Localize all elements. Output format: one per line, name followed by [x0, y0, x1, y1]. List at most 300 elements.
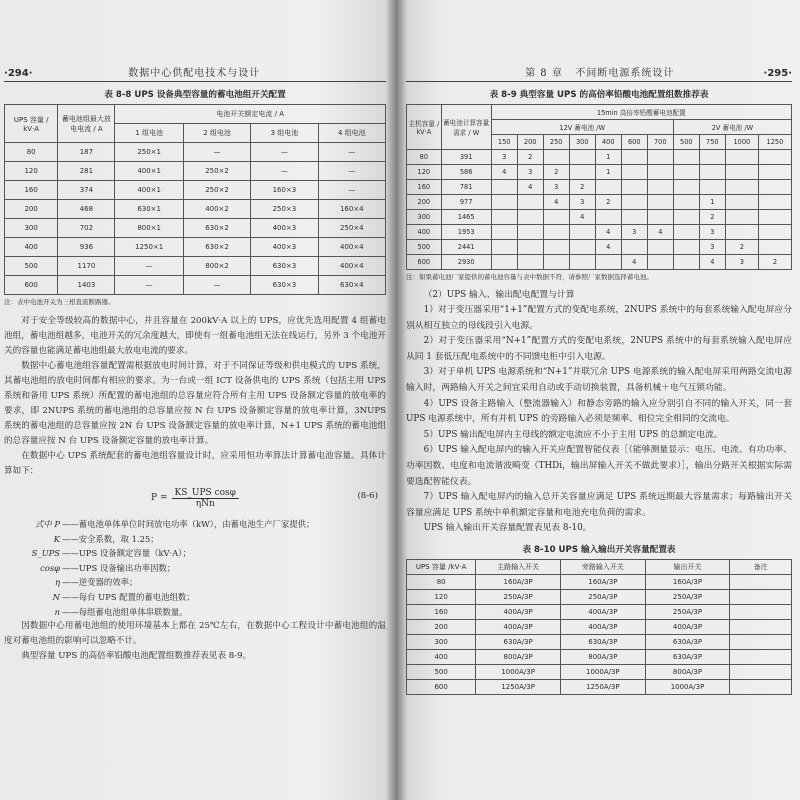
- formula-numerator: KS_UPS cosφ: [172, 488, 239, 499]
- symbol-description: ——安全系数，取 1.25；: [62, 533, 159, 544]
- table-cell: 781: [441, 180, 491, 195]
- table-cell: 800A/3P: [476, 649, 561, 664]
- table-row: [407, 165, 792, 180]
- table-cell: [758, 180, 791, 195]
- table-cell: 400: [407, 225, 442, 240]
- table-cell: [491, 240, 517, 255]
- table-cell: [517, 225, 543, 240]
- table-cell: 1: [595, 165, 621, 180]
- table-cell: [543, 150, 569, 165]
- table-cell: 2: [725, 240, 758, 255]
- table-cell: 1: [699, 195, 725, 210]
- symbol-term: S_UPS: [31, 548, 60, 559]
- table-cell: [517, 255, 543, 270]
- table-cell: [517, 210, 543, 225]
- table-cell: [647, 210, 673, 225]
- col-battery-150: 150: [491, 135, 517, 150]
- table-8-9: [406, 104, 792, 270]
- table-cell: 80: [407, 574, 476, 589]
- table-cell: —: [115, 276, 183, 295]
- table-cell: 250A/3P: [476, 589, 561, 604]
- chapter-label: 第 8 章: [525, 68, 563, 79]
- col-battery-1000: 1000: [725, 135, 758, 150]
- table-cell: 281: [58, 162, 115, 181]
- table-cell: 3: [699, 240, 725, 255]
- table-cell: [543, 240, 569, 255]
- table-cell: 250×2: [183, 181, 250, 200]
- table-cell: [725, 195, 758, 210]
- list-item: 3）对于单机 UPS 电源系统和“N+1”并联冗余 UPS 电源系统的输入配电屏采用两路交流电源输入时，两路输入开关之间宜采用自动或手动切换装置，具备机械＋电气互锁功能。: [406, 367, 792, 393]
- table-cell: [673, 150, 699, 165]
- table-cell: 586: [441, 165, 491, 180]
- table-cell: 200: [407, 195, 442, 210]
- table-cell: 4: [595, 240, 621, 255]
- table-cell: 3: [517, 165, 543, 180]
- table-cell: [621, 195, 647, 210]
- table-8-10: [406, 559, 792, 695]
- col-battery-500: 500: [673, 135, 699, 150]
- table-cell: 250×2: [183, 162, 250, 181]
- table-cell: 300: [407, 210, 442, 225]
- table-row: [5, 162, 386, 181]
- list-item: 2）对于变压器采用“N+1”配置方式的变配电系统，2NUPS 系统中的每套系统输入配电屏应从同 1 套低压配电系统中的不同馈电柜中引入电源。: [406, 336, 792, 362]
- table-cell: 1: [595, 150, 621, 165]
- table-cell: —: [251, 162, 318, 181]
- table-cell: 2: [595, 195, 621, 210]
- table-cell: 160: [407, 604, 476, 619]
- table-row: [407, 664, 792, 679]
- symbol-term: N: [52, 591, 60, 602]
- table-cell: [491, 210, 517, 225]
- table-cell: [621, 150, 647, 165]
- table-cell: 160A/3P: [645, 574, 730, 589]
- table-cell: [491, 225, 517, 240]
- table-cell: [621, 210, 647, 225]
- symbol-term: K: [53, 533, 60, 544]
- table-cell: 800×2: [183, 257, 250, 276]
- table-cell: 250A/3P: [560, 589, 645, 604]
- table-header-row: [407, 559, 792, 574]
- table-cell: 4: [699, 255, 725, 270]
- table-cell: [730, 649, 792, 664]
- table-8-8-note: 注：表中电池开关为三相直流断路器。: [4, 298, 115, 306]
- table-cell: [673, 225, 699, 240]
- table-row: [5, 276, 386, 295]
- col-header: 主路输入开关: [476, 559, 561, 574]
- table-cell: 4: [647, 225, 673, 240]
- table-cell: [569, 165, 595, 180]
- table-cell: [647, 195, 673, 210]
- table-cell: 2930: [441, 255, 491, 270]
- table-cell: 300: [5, 219, 58, 238]
- table-cell: [621, 165, 647, 180]
- symbol-definition: [4, 575, 386, 590]
- table-row: [5, 143, 386, 162]
- table-cell: 2: [758, 255, 791, 270]
- table-cell: 3: [621, 225, 647, 240]
- formula-fraction: [172, 488, 239, 509]
- table-cell: —: [183, 276, 250, 295]
- table-cell: 600: [5, 276, 58, 295]
- table-cell: [491, 255, 517, 270]
- right-page-number: ·295·: [763, 68, 792, 79]
- table-cell: [699, 165, 725, 180]
- table-row: [407, 649, 792, 664]
- col-battery-group-1: 1 组电池: [115, 124, 183, 143]
- symbol-definition: [4, 517, 386, 532]
- table-cell: 630×4: [318, 276, 385, 295]
- table-cell: [595, 255, 621, 270]
- table-cell: 80: [407, 150, 442, 165]
- table-cell: 160A/3P: [476, 574, 561, 589]
- table-cell: [699, 150, 725, 165]
- table-cell: 500: [5, 257, 58, 276]
- table-cell: 630A/3P: [560, 634, 645, 649]
- col-header: UPS 容量 /kV·A: [407, 559, 476, 574]
- table-cell: 400×1: [115, 162, 183, 181]
- col-header: 备注: [730, 559, 792, 574]
- symbol-description: ——UPS 设备输出功率因数；: [62, 562, 176, 573]
- table-row: [407, 619, 792, 634]
- table-cell: [647, 165, 673, 180]
- left-page: [0, 0, 396, 800]
- table-8-8-caption: 表 8-8 UPS 设备典型容量的蓄电池组开关配置: [104, 90, 286, 100]
- table-cell: 702: [58, 219, 115, 238]
- table-cell: 630A/3P: [645, 649, 730, 664]
- table-row: [5, 200, 386, 219]
- table-cell: [730, 619, 792, 634]
- table-row: [5, 238, 386, 257]
- table-cell: 160×3: [251, 181, 318, 200]
- table-cell: 1000A/3P: [645, 679, 730, 694]
- right-running-head: [406, 64, 792, 82]
- section-heading: （2）UPS 输入、输出配电配置与计算: [423, 290, 575, 300]
- table-cell: [758, 195, 791, 210]
- table-cell: 4: [491, 165, 517, 180]
- table-cell: [621, 240, 647, 255]
- table-cell: 400×4: [318, 238, 385, 257]
- table-cell: [725, 165, 758, 180]
- table-cell: 2441: [441, 240, 491, 255]
- book-title: 数据中心供配电技术与设计: [128, 68, 261, 79]
- table-cell: 160×4: [318, 200, 385, 219]
- col-header: 输出开关: [645, 559, 730, 574]
- table-cell: 936: [58, 238, 115, 257]
- left-page-number-value: 294: [7, 68, 29, 79]
- col-battery-1250: 1250: [758, 135, 791, 150]
- table-cell: 630A/3P: [645, 634, 730, 649]
- table-cell: 630A/3P: [476, 634, 561, 649]
- formula-lhs: P =: [151, 493, 168, 503]
- table-cell: 630×1: [115, 200, 183, 219]
- table-cell: 3: [543, 180, 569, 195]
- table-cell: [758, 165, 791, 180]
- symbol-definition: [4, 561, 386, 576]
- table-cell: 1403: [58, 276, 115, 295]
- table-cell: 1465: [441, 210, 491, 225]
- table-8-10-caption: 表 8-10 UPS 输入输出开关容量配置表: [522, 544, 676, 555]
- table-cell: [595, 180, 621, 195]
- table-row: [5, 219, 386, 238]
- table-cell: 400: [5, 238, 58, 257]
- table-cell: 3: [569, 195, 595, 210]
- table-cell: 630×3: [251, 276, 318, 295]
- symbol-definitions: [4, 517, 386, 619]
- item-list: [406, 303, 792, 521]
- table-cell: 4: [569, 210, 595, 225]
- table-cell: —: [183, 143, 250, 162]
- table-row: [407, 150, 792, 165]
- table-cell: 400: [407, 649, 476, 664]
- table-row: [407, 240, 792, 255]
- col-header: 旁路输入开关: [560, 559, 645, 574]
- list-item: 7）UPS 输入配电屏内的输入总开关容量应满足 UPS 系统远期最大容量需求；每路输出开关容量应满足 UPS 系统中单机额定容量和电池充电负荷的需求。: [406, 492, 792, 518]
- symbol-term: cosφ: [40, 562, 60, 573]
- table-cell: [730, 679, 792, 694]
- right-page-content: [406, 64, 792, 695]
- table-cell: 2: [699, 210, 725, 225]
- table-cell: [725, 180, 758, 195]
- col-battery-300: 300: [569, 135, 595, 150]
- table-cell: [517, 240, 543, 255]
- left-running-head: [4, 64, 386, 82]
- table-cell: 80: [5, 143, 58, 162]
- table-cell: 160: [407, 180, 442, 195]
- formula-denominator: ηNn: [195, 498, 215, 509]
- list-item: 1）对于变压器采用“1+1”配置方式的变配电系统，2NUPS 系统中的每套系统输入配电屏应分别从相互独立的母线段引入电源。: [406, 305, 792, 331]
- table-cell: 800A/3P: [560, 649, 645, 664]
- table-cell: [543, 255, 569, 270]
- table-cell: 3: [491, 150, 517, 165]
- col-battery-750: 750: [699, 135, 725, 150]
- col-ups-capacity: UPS 容量 / kV·A: [5, 105, 58, 143]
- table-cell: 630×2: [183, 238, 250, 257]
- table-row: [5, 257, 386, 276]
- table-row: [5, 181, 386, 200]
- table-cell: 500: [407, 664, 476, 679]
- table-row: [407, 180, 792, 195]
- symbol-definition: [4, 605, 386, 620]
- table-cell: [673, 195, 699, 210]
- symbol-term: η: [54, 577, 60, 588]
- table-cell: 2: [543, 165, 569, 180]
- table-cell: [673, 210, 699, 225]
- col-battery-600: 600: [621, 135, 647, 150]
- col-battery-400: 400: [595, 135, 621, 150]
- paragraph-3: 在数据中心 UPS 系统配套的蓄电池组容量设计时，应采用恒功率算法计算蓄电池容量。具体计算如下：: [4, 451, 386, 476]
- table-cell: 187: [58, 143, 115, 162]
- table-row: [407, 210, 792, 225]
- table-cell: 468: [58, 200, 115, 219]
- table-cell: 400A/3P: [560, 604, 645, 619]
- table-cell: 200: [407, 619, 476, 634]
- table-cell: 1250×1: [115, 238, 183, 257]
- table-cell: 4: [517, 180, 543, 195]
- table-cell: 630×2: [183, 219, 250, 238]
- table-cell: 4: [543, 195, 569, 210]
- table-cell: [725, 225, 758, 240]
- table-cell: 630×3: [251, 257, 318, 276]
- symbol-description: ——UPS 设备额定容量（kV·A）；: [62, 548, 191, 559]
- left-page-content: [4, 64, 386, 664]
- table-cell: [569, 225, 595, 240]
- table-cell: [758, 240, 791, 255]
- table-cell: 977: [441, 195, 491, 210]
- table-cell: [647, 240, 673, 255]
- table-row: [407, 255, 792, 270]
- symbol-definition: [4, 546, 386, 561]
- table-cell: 1953: [441, 225, 491, 240]
- table-cell: 200: [5, 200, 58, 219]
- table-cell: [595, 210, 621, 225]
- table-cell: 250×1: [115, 143, 183, 162]
- table-row: [407, 604, 792, 619]
- col-12v-battery: 12V 蓄电池 /W: [491, 120, 673, 135]
- table-cell: 1250A/3P: [560, 679, 645, 694]
- list-item: 6）UPS 输入配电屏内的输入开关应配置智能仪表［（能够测量显示：电压、电流、有功功率、功率因数、电度和电流谐波畸变（THDi，输出屏输入开关不做此要求）］，输出分路开关根据实际需要选配智能仪表。: [406, 445, 792, 487]
- table-cell: 400×3: [251, 238, 318, 257]
- table-cell: 400A/3P: [476, 604, 561, 619]
- table-row: [407, 574, 792, 589]
- table-cell: [569, 255, 595, 270]
- symbol-definition: [4, 590, 386, 605]
- table-cell: 374: [58, 181, 115, 200]
- formula-number: (8-6): [357, 491, 378, 501]
- table-cell: [758, 150, 791, 165]
- left-page-number: ·294·: [4, 68, 33, 79]
- table-cell: [543, 225, 569, 240]
- table-cell: 800A/3P: [645, 664, 730, 679]
- table-cell: [647, 150, 673, 165]
- paragraph-2: 数据中心蓄电池组容量配置需根据放电时间计算，对于不同保证等级和供电模式的 UPS 系统，其蓄电池组的放电时间都有相应的要求。为一台或一组 ICT 设备供电的 UPS 系统（包括主用 UPS 系统和备用 UPS 系统）所配置的蓄电池组的总容量应符合所有主用 UPS 设备额定容量的放电率的要求，即 2NUPS 系统的蓄电池组的总容量应按 N 台 UPS 设备额定容量的放电率计算，3NUPS 系统的蓄电池组的总容量应按 2N 台 UPS 设备额定容量的放电率计算，N+1 UPS 系统的蓄电池组的总容量应按 N 台 UPS 设备额定容量的放电率计算。: [4, 361, 386, 446]
- table-cell: [730, 604, 792, 619]
- table-cell: 2: [517, 150, 543, 165]
- table-cell: [673, 180, 699, 195]
- formula-8-6: [4, 481, 386, 515]
- table-cell: 400×3: [251, 219, 318, 238]
- symbol-term: n: [54, 606, 60, 617]
- table-row: [407, 589, 792, 604]
- table-cell: [543, 210, 569, 225]
- table-cell: 400A/3P: [645, 619, 730, 634]
- col-2v-battery: 2V 蓄电池 /W: [673, 120, 791, 135]
- table-cell: 400×2: [183, 200, 250, 219]
- table-cell: —: [318, 143, 385, 162]
- table-cell: [730, 574, 792, 589]
- table-cell: 800×1: [115, 219, 183, 238]
- table-row: [407, 195, 792, 210]
- symbol-description: ——每台 UPS 配置的蓄电池组数；: [62, 591, 195, 602]
- table-cell: 250A/3P: [645, 589, 730, 604]
- symbol-description: ——每组蓄电池组单体串联数量。: [62, 606, 188, 617]
- table-cell: 1170: [58, 257, 115, 276]
- paragraph-ref: UPS 输入输出开关容量配置表见表 8-10。: [423, 523, 592, 534]
- symbol-definition: [4, 532, 386, 547]
- table-header-row: [407, 105, 792, 120]
- table-cell: 400A/3P: [476, 619, 561, 634]
- table-cell: 1250A/3P: [476, 679, 561, 694]
- paragraph-4: 因数据中心用蓄电池组的使用环境基本上都在 25℃左右，在数据中心工程设计中蓄电池组的温度对蓄电池组的影响可以忽略不计。: [4, 621, 386, 647]
- chapter-heading: [525, 64, 674, 79]
- col-host-capacity: 主机容量 / kV·A: [407, 105, 442, 150]
- table-cell: 250×4: [318, 219, 385, 238]
- table-row: [407, 225, 792, 240]
- col-switch-group: 电池开关额定电流 / A: [115, 105, 386, 124]
- paragraph-5: 典型容量 UPS 的高倍率铅酸电池配置组数推荐表见表 8-9。: [21, 651, 252, 662]
- table-cell: —: [115, 257, 183, 276]
- table-cell: [517, 195, 543, 210]
- right-page: [396, 0, 800, 800]
- table-cell: [491, 180, 517, 195]
- table-cell: 4: [621, 255, 647, 270]
- table-cell: 500: [407, 240, 442, 255]
- col-battery-config: 15min 高倍率铅酸蓄电池配置: [491, 105, 791, 120]
- table-cell: 400×4: [318, 257, 385, 276]
- list-item: 5）UPS 输出配电屏内主母线的额定电流应不小于主用 UPS 的总额定电流。: [423, 429, 723, 440]
- symbol-description: ——蓄电池单体单位时间放电功率（kW），由蓄电池生产厂家提供；: [62, 519, 315, 529]
- col-battery-700: 700: [647, 135, 673, 150]
- table-cell: 400A/3P: [560, 619, 645, 634]
- table-cell: 160: [5, 181, 58, 200]
- table-header-row: [5, 105, 386, 124]
- col-battery-group-3: 3 组电池: [251, 124, 318, 143]
- table-cell: 120: [5, 162, 58, 181]
- table-cell: [569, 150, 595, 165]
- table-cell: 600: [407, 679, 476, 694]
- table-cell: —: [318, 181, 385, 200]
- symbol-description: ——逆变器的效率；: [62, 577, 138, 588]
- table-cell: [730, 589, 792, 604]
- table-8-8: [4, 104, 386, 295]
- table-cell: [699, 180, 725, 195]
- table-row: [407, 634, 792, 649]
- table-cell: [647, 180, 673, 195]
- table-cell: [673, 165, 699, 180]
- table-cell: [491, 195, 517, 210]
- table-cell: [725, 150, 758, 165]
- table-cell: —: [251, 143, 318, 162]
- table-cell: [758, 210, 791, 225]
- table-cell: 300: [407, 634, 476, 649]
- table-cell: [725, 210, 758, 225]
- table-cell: 2: [569, 180, 595, 195]
- table-cell: 3: [699, 225, 725, 240]
- col-battery-group-4: 4 组电池: [318, 124, 385, 143]
- col-power-requirement: 蓄电池计算容量需求 / W: [441, 105, 491, 150]
- table-row: [407, 679, 792, 694]
- list-item: 4）UPS 设备主路输入（整流器输入）和静态旁路的输入应分别引自不同的输入开关，同一套 UPS 电源系统中，所有并机 UPS 的旁路输入必须是频率、相位完全相同的交流电。: [406, 398, 792, 425]
- right-page-number-value: 295: [767, 68, 789, 79]
- paragraph-1: 对于安全等级较高的数据中心，并且容量在 200kV·A 以上的 UPS，应优先选用配置 4 组蓄电池组，蓄电池组越多，电池开关的冗余度越大，即使有一组蓄电池组无法在线运行，另外 3 个电池开关的容量也能满足蓄电池组最大放电电流的要求。: [4, 316, 386, 356]
- col-max-current: 蓄电池组最大放电电流 / A: [58, 105, 115, 143]
- table-cell: 120: [407, 589, 476, 604]
- table-cell: 400×1: [115, 181, 183, 200]
- table-cell: 250×3: [251, 200, 318, 219]
- table-cell: —: [318, 162, 385, 181]
- table-cell: [673, 240, 699, 255]
- table-cell: 600: [407, 255, 442, 270]
- table-cell: [758, 225, 791, 240]
- table-cell: 3: [725, 255, 758, 270]
- table-cell: 160A/3P: [560, 574, 645, 589]
- table-cell: [730, 634, 792, 649]
- col-battery-250: 250: [543, 135, 569, 150]
- col-battery-200: 200: [517, 135, 543, 150]
- table-cell: 250A/3P: [645, 604, 730, 619]
- table-cell: [621, 180, 647, 195]
- book-gutter: [386, 0, 406, 800]
- table-cell: 4: [595, 225, 621, 240]
